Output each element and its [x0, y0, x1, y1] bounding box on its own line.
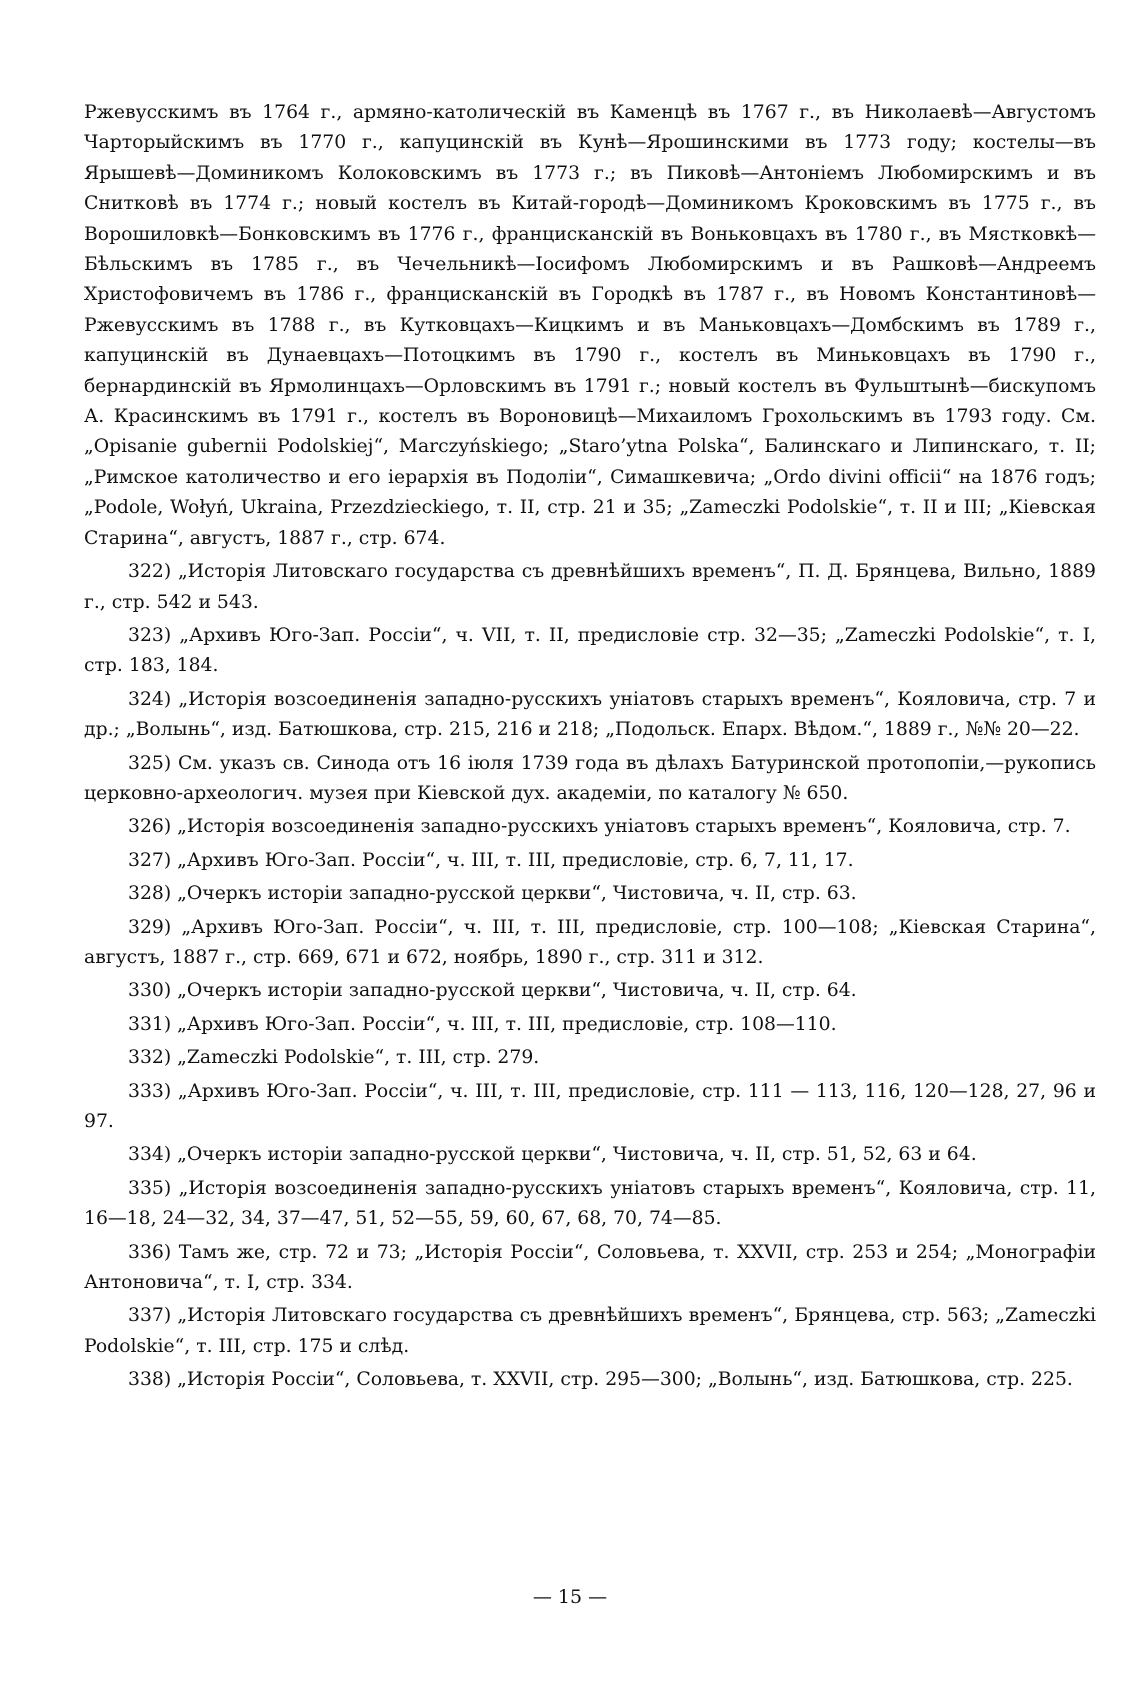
intro-paragraph: Ржевусскимъ въ 1764 г., армяно-католическій въ Каменцѣ въ 1767 г., въ Николаевѣ—Августомъ Чарторыйскимъ въ 1770 г., капуцинскій въ Кунѣ—Ярошинскими въ 1773 году; костелы—въ Ярышевѣ—Доминикомъ Колоковскимъ въ 1773 г.; въ Пиковѣ—Антоніемъ Любомирскимъ и въ Снитковѣ въ 1774 г.; новый костелъ въ Китай-городѣ—Доминикомъ Кроковскимъ въ 1775 г., въ Ворошиловкѣ—Бонковскимъ въ 1776 г., францисканскій въ Воньковцахъ въ 1780 г., въ Мястковкѣ—Бѣльскимъ въ 1785 г., въ Чечельникѣ—Іосифомъ Любомирскимъ и въ Рашковѣ—Андреемъ Христофовичемъ въ 1786 г., францисканскій въ Городкѣ въ 1787 г., въ Новомъ Константиновѣ—Ржевусскимъ въ 1788 г., въ Кутковцахъ—Кицкимъ и въ Маньковцахъ—Домбскимъ въ 1789 г., капуцинскій въ Дунаевцахъ—Потоцкимъ въ 1790 г., костелъ въ Миньковцахъ въ 1790 г., бернардинскій въ Ярмолинцахъ—Орловскимъ въ 1791 г.; новый костелъ въ Фульштынѣ—бискупомъ А. Красинскимъ въ 1791 г., костелъ въ Вороновицѣ—Михаиломъ Грохольскимъ въ 1793 году. См. „Opisanie gubernii Podolskiej“, Marczyńskiego; „Staro’ytna Polska“, Балинскаго и Липинскаго, т. II; „Римское католичество и его іерархія въ Подоліи“, Симашкевича; „Ordo divini officii“ на 1876 годъ; „Podole, Wołyń, Ukraina, Przezdzieckiego, т. II, стр. 21 и 35; „Zameczki Podolskie“, т. II и III; „Кіевская Старина“, августъ, 1887 г., стр. 674.	[84, 102, 1096, 549]
footnote-324: 324) „Исторія возсоединенія западно-русскихъ уніатовъ старыхъ временъ“, Кояловича, стр. 7 и др.; „Волынь“, изд. Батюшкова, стр. 215, 216 и 218; „Подольск. Епарх. Вѣдом.“, 1889 г., №№ 20—22.	[84, 688, 1096, 741]
footnote-330: 330) „Очеркъ исторіи западно-русской церкви“, Чистовича, ч. II, стр. 64.	[128, 980, 857, 1002]
page-number: — 15 —	[532, 1586, 608, 1608]
footnote-337: 337) „Исторія Литовскаго государства съ древнѣйшихъ временъ“, Брянцева, стр. 563; „Zameczki Podolskie“, т. III, стр. 175 и слѣд.	[84, 1305, 1096, 1357]
footnote-322: 322) „Исторія Литовскаго государства съ древнѣйшихъ временъ“, П. Д. Брянцева, Вильно, 1889 г., стр. 542 и 543.	[84, 561, 1096, 613]
footnote-334: 334) „Очеркъ исторіи западно-русской церкви“, Чистовича, ч. II, стр. 51, 52, 63 и 64.	[128, 1144, 977, 1166]
footnote-325: 325) См. указъ св. Синода отъ 16 іюля 1739 года въ дѣлахъ Батуринской протопопіи,—рукопись церковно-археологич. музея при Кіевской дух. академіи, по каталогу № 650.	[84, 752, 1096, 804]
footnote-333: 333) „Архивъ Юго-Зап. Россіи“, ч. III, т. III, предисловіе, стр. 111 — 113, 116, 120—128, 27, 96 и 97.	[84, 1080, 1096, 1132]
footnote-336: 336) Тамъ же, стр. 72 и 73; „Исторія Россіи“, Соловьева, т. XXVII, стр. 253 и 254; „Монографіи Антоновича“, т. I, стр. 334.	[84, 1241, 1096, 1294]
footnote-327: 327) „Архивъ Юго-Зап. Россіи“, ч. III, т. III, предисловіе, стр. 6, 7, 11, 17.	[128, 849, 854, 871]
footnote-326: 326) „Исторія возсоединенія западно-русскихъ уніатовъ старыхъ временъ“, Кояловича, стр. 7.	[128, 816, 1071, 838]
footnote-329: 329) „Архивъ Юго-Зап. Россіи“, ч. III, т. III, предисловіе, стр. 100—108; „Кіевская Старина“, августъ, 1887 г., стр. 669, 671 и 672, ноябрь, 1890 г., стр. 311 и 312.	[84, 916, 1096, 968]
footnote-323: 323) „Архивъ Юго-Зап. Россіи“, ч. VII, т. II, предисловіе стр. 32—35; „Zameczki Podolskie“, т. I, стр. 183, 184.	[84, 624, 1096, 677]
footnote-338: 338) „Исторія Россіи“, Соловьева, т. XXVII, стр. 295—300; „Волынь“, изд. Батюшкова, стр. 225.	[128, 1369, 1073, 1391]
footnote-332: 332) „Zameczki Podolskie“, т. III, стр. 279.	[128, 1047, 540, 1069]
page-text	[84, 98, 1096, 1399]
footnote-328: 328) „Очеркъ исторіи западно-русской церкви“, Чистовича, ч. II, стр. 63.	[128, 883, 857, 905]
footnote-331: 331) „Архивъ Юго-Зап. Россіи“, ч. III, т. III, предисловіе, стр. 108—110.	[128, 1013, 837, 1035]
footnote-335: 335) „Исторія возсоединенія западно-русскихъ уніатовъ старыхъ временъ“, Кояловича, стр. 11, 16—18, 24—32, 34, 37—47, 51, 52—55, 59, 60, 67, 68, 70, 74—85.	[84, 1177, 1096, 1230]
